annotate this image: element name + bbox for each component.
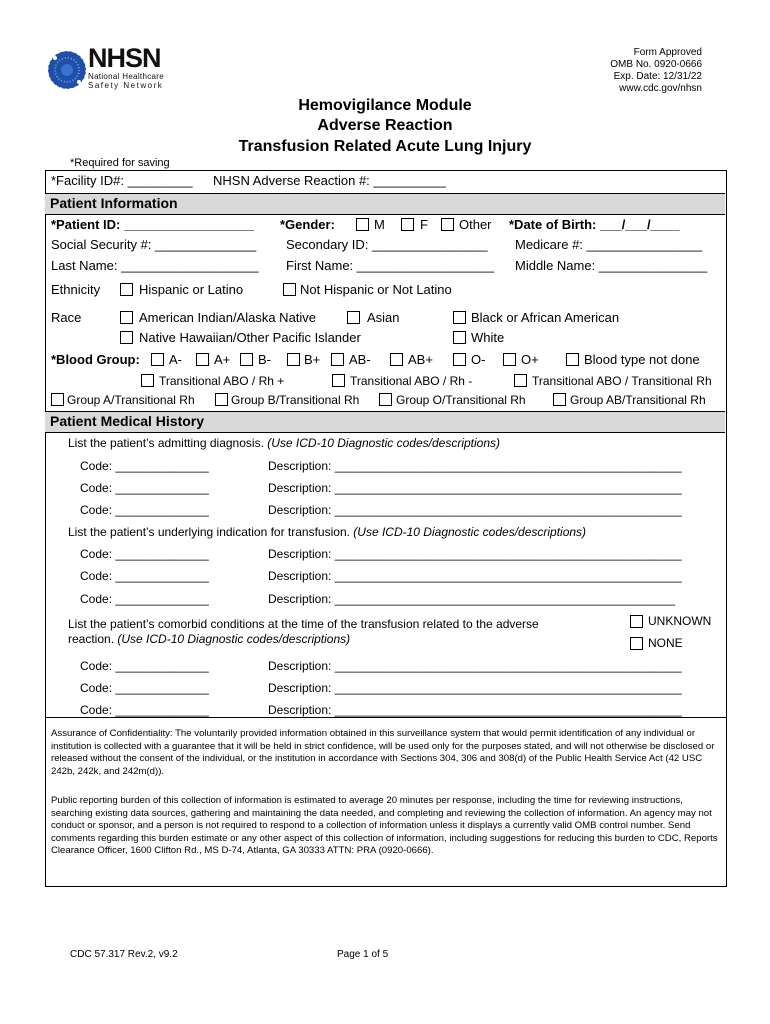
race-white-checkbox[interactable] <box>453 331 466 344</box>
facility-id-field[interactable]: *Facility ID#: _________ <box>51 173 193 188</box>
middle-name-field[interactable]: Middle Name: _______________ <box>515 258 708 273</box>
bg-o-pos-checkbox[interactable] <box>503 353 516 366</box>
admitting-prompt <box>68 436 500 450</box>
secondary-id-field[interactable]: Secondary ID: ________________ <box>286 237 488 252</box>
omb-number: OMB No. 0920-0666 <box>610 59 702 70</box>
race-nh-checkbox[interactable] <box>120 331 133 344</box>
group-o-trans-checkbox[interactable] <box>379 393 392 406</box>
form-title: Adverse Reaction <box>317 117 453 134</box>
form-number: CDC 57.317 Rev.2, v9.2 <box>70 949 178 960</box>
race-black-checkbox[interactable] <box>453 311 466 324</box>
race-ai-checkbox[interactable] <box>120 311 133 324</box>
bg-ab-pos-label: AB+ <box>408 352 433 367</box>
admitting-code-3[interactable]: Code: ______________ <box>80 503 209 517</box>
bg-o-pos-label: O+ <box>521 352 539 367</box>
page-number: Page 1 of 5 <box>337 949 389 960</box>
date-of-birth-field[interactable]: *Date of Birth: ___/___/____ <box>509 217 680 232</box>
comorbid-description-3[interactable]: Description: ____________________________________________________ <box>268 703 682 717</box>
underlying-description-1[interactable]: Description: ____________________________________________________ <box>268 547 682 561</box>
gender-other-checkbox[interactable] <box>441 218 454 231</box>
not-hispanic-checkbox[interactable] <box>283 283 296 296</box>
globe-icon <box>46 46 88 94</box>
comorbid-prompt-text: reaction. <box>68 632 115 646</box>
bg-b-pos-label: B+ <box>304 352 321 367</box>
public-burden-statement: Public reporting burden of this collection of information is estimated to average 20 minutes per response, including the time for reviewing instructions, searching existing data sources, gathering and maintaining the data needed, and completing and reviewing the collection of information. An agency may not conduct or sponsor, and a person is not required to respond to a collection of information unless it displays a currently valid OMB control number. Send comments regarding this burden estimate or any other aspect of this collection of information, including suggestions for reducing this burden to CDC, Reports Clearance Officer, 1600 Clifton Rd., MS D-74, Atlanta, GA 30333 ATTN: PRA (0920-0666). <box>51 795 718 856</box>
last-name-field[interactable]: Last Name: ___________________ <box>51 258 259 273</box>
first-name-field[interactable]: First Name: ___________________ <box>286 258 495 273</box>
bg-o-neg-checkbox[interactable] <box>453 353 466 366</box>
race-white-label: White <box>471 330 505 345</box>
admitting-code-2[interactable]: Code: ______________ <box>80 481 209 495</box>
admitting-description-1[interactable]: Description: ____________________________________________________ <box>268 459 682 473</box>
gender-f-checkbox[interactable] <box>401 218 414 231</box>
race-asian-checkbox[interactable] <box>347 311 360 324</box>
form-approval-block <box>610 47 702 95</box>
reaction-number-field[interactable]: NHSN Adverse Reaction #: __________ <box>213 173 446 188</box>
ethnicity-label: Ethnicity <box>51 282 101 297</box>
medical-history-heading: Patient Medical History <box>50 413 205 429</box>
comorbid-prompt-line-2 <box>68 632 350 646</box>
trans-abo-rh-neg-label: Transitional ABO / Rh - <box>350 374 473 388</box>
gender-m-checkbox[interactable] <box>356 218 369 231</box>
comorbid-unknown-label: UNKNOWN <box>648 614 712 628</box>
comorbid-code-2[interactable]: Code: ______________ <box>80 681 209 695</box>
underlying-prompt-text: List the patient’s underlying indication for transfusion. <box>68 525 350 539</box>
bg-a-neg-checkbox[interactable] <box>151 353 164 366</box>
nhsn-logo <box>46 44 176 98</box>
admitting-hint: (Use ICD-10 Diagnostic codes/descriptions) <box>267 436 501 450</box>
bg-b-neg-label: B- <box>258 352 271 367</box>
comorbid-code-1[interactable]: Code: ______________ <box>80 659 209 673</box>
cdc-url: www.cdc.gov/nhsn <box>619 83 702 94</box>
admitting-description-2[interactable]: Description: ____________________________________________________ <box>268 481 682 495</box>
underlying-code-2[interactable]: Code: ______________ <box>80 569 209 583</box>
bg-ab-neg-label: AB- <box>349 352 371 367</box>
group-b-trans-label: Group B/Transitional Rh <box>231 393 360 407</box>
bg-o-neg-label: O- <box>471 352 486 367</box>
medical-history-header <box>45 411 725 433</box>
patient-info-heading: Patient Information <box>50 195 178 211</box>
group-b-trans-checkbox[interactable] <box>215 393 228 406</box>
bg-ab-neg-checkbox[interactable] <box>331 353 344 366</box>
comorbid-none-label: NONE <box>648 636 683 650</box>
admitting-code-1[interactable]: Code: ______________ <box>80 459 209 473</box>
bg-b-neg-checkbox[interactable] <box>240 353 253 366</box>
underlying-code-3[interactable]: Code: ______________ <box>80 592 209 606</box>
group-ab-trans-label: Group AB/Transitional Rh <box>570 393 706 407</box>
comorbid-code-3[interactable]: Code: ______________ <box>80 703 209 717</box>
gender-f-label: F <box>420 217 428 232</box>
bg-ab-pos-checkbox[interactable] <box>390 353 403 366</box>
trans-abo-rh-pos-checkbox[interactable] <box>141 374 154 387</box>
not-hispanic-label: Not Hispanic or Not Latino <box>300 282 452 297</box>
underlying-hint: (Use ICD-10 Diagnostic codes/descriptions) <box>353 525 587 539</box>
comorbid-description-2[interactable]: Description: ____________________________________________________ <box>268 681 682 695</box>
underlying-description-3[interactable]: Description: ___________________________________________________ <box>268 592 676 606</box>
gender-other-label: Other <box>459 217 492 232</box>
comorbid-description-1[interactable]: Description: ____________________________________________________ <box>268 659 682 673</box>
trans-abo-trans-rh-checkbox[interactable] <box>514 374 527 387</box>
blood-group-label: *Blood Group: <box>51 352 140 367</box>
race-label: Race <box>51 310 82 325</box>
form-approved-label: Form Approved <box>633 47 702 58</box>
logo-line-2: Safety Network <box>88 81 164 90</box>
bg-b-pos-checkbox[interactable] <box>287 353 300 366</box>
bg-not-done-label: Blood type not done <box>584 352 700 367</box>
bg-not-done-checkbox[interactable] <box>566 353 579 366</box>
bg-a-pos-checkbox[interactable] <box>196 353 209 366</box>
comorbid-none-checkbox[interactable] <box>630 637 643 650</box>
module-title: Hemovigilance Module <box>298 97 472 114</box>
admitting-description-3[interactable]: Description: ____________________________________________________ <box>268 503 682 517</box>
logo-line-1: National Healthcare <box>88 72 164 81</box>
comorbid-hint: (Use ICD-10 Diagnostic codes/descriptions) <box>117 632 351 646</box>
trans-abo-trans-rh-label: Transitional ABO / Transitional Rh <box>532 374 712 388</box>
underlying-description-2[interactable]: Description: ____________________________________________________ <box>268 569 682 583</box>
required-note: *Required for saving <box>70 157 170 169</box>
group-o-trans-label: Group O/Transitional Rh <box>396 393 526 407</box>
gender-m-label: M <box>374 217 385 232</box>
comorbid-unknown-checkbox[interactable] <box>630 615 643 628</box>
hispanic-label: Hispanic or Latino <box>139 282 244 297</box>
bg-a-neg-label: A- <box>169 352 182 367</box>
race-ai-label: American Indian/Alaska Native <box>139 310 317 325</box>
expiration-date: Exp. Date: 12/31/22 <box>613 71 702 82</box>
form-subtitle: Transfusion Related Acute Lung Injury <box>238 138 532 155</box>
trans-abo-rh-pos-label: Transitional ABO / Rh + <box>159 374 285 388</box>
assurance-of-confidentiality: Assurance of Confidentiality: The voluntarily provided information obtained in this surveillance system that would permit identification of any individual or institution is collected with a guarantee that it will be held in strict confidence, will be used only for the purposes stated, and will not otherwise be disclosed or released without the consent of the individual, or the institution in accordance with Sections 304, 306 and 308(d) of the Public Health Service Act (42 USC 242b, 242k, and 242m(d)). <box>51 728 715 777</box>
bg-a-pos-label: A+ <box>214 352 231 367</box>
group-a-trans-checkbox[interactable] <box>51 393 64 406</box>
trans-abo-rh-neg-checkbox[interactable] <box>332 374 345 387</box>
patient-info-header <box>45 193 725 215</box>
hispanic-checkbox[interactable] <box>120 283 133 296</box>
medicare-field[interactable]: Medicare #: ________________ <box>515 237 703 252</box>
underlying-prompt <box>68 525 586 539</box>
logo-title: NHSN <box>88 43 161 73</box>
patient-id-field[interactable]: *Patient ID: __________________ <box>51 217 255 232</box>
group-ab-trans-checkbox[interactable] <box>553 393 566 406</box>
comorbid-prompt-line-1: List the patient’s comorbid conditions at the time of the transfusion related to the adverse <box>68 617 539 631</box>
ssn-field[interactable]: Social Security #: ______________ <box>51 237 257 252</box>
gender-label: *Gender: <box>280 217 335 232</box>
race-nh-label: Native Hawaiian/Other Pacific Islander <box>139 330 361 345</box>
race-black-label: Black or African American <box>471 310 620 325</box>
race-asian-label: Asian <box>367 310 400 325</box>
group-a-trans-label: Group A/Transitional Rh <box>67 393 195 407</box>
underlying-code-1[interactable]: Code: ______________ <box>80 547 209 561</box>
admitting-prompt-text: List the patient’s admitting diagnosis. <box>68 436 264 450</box>
